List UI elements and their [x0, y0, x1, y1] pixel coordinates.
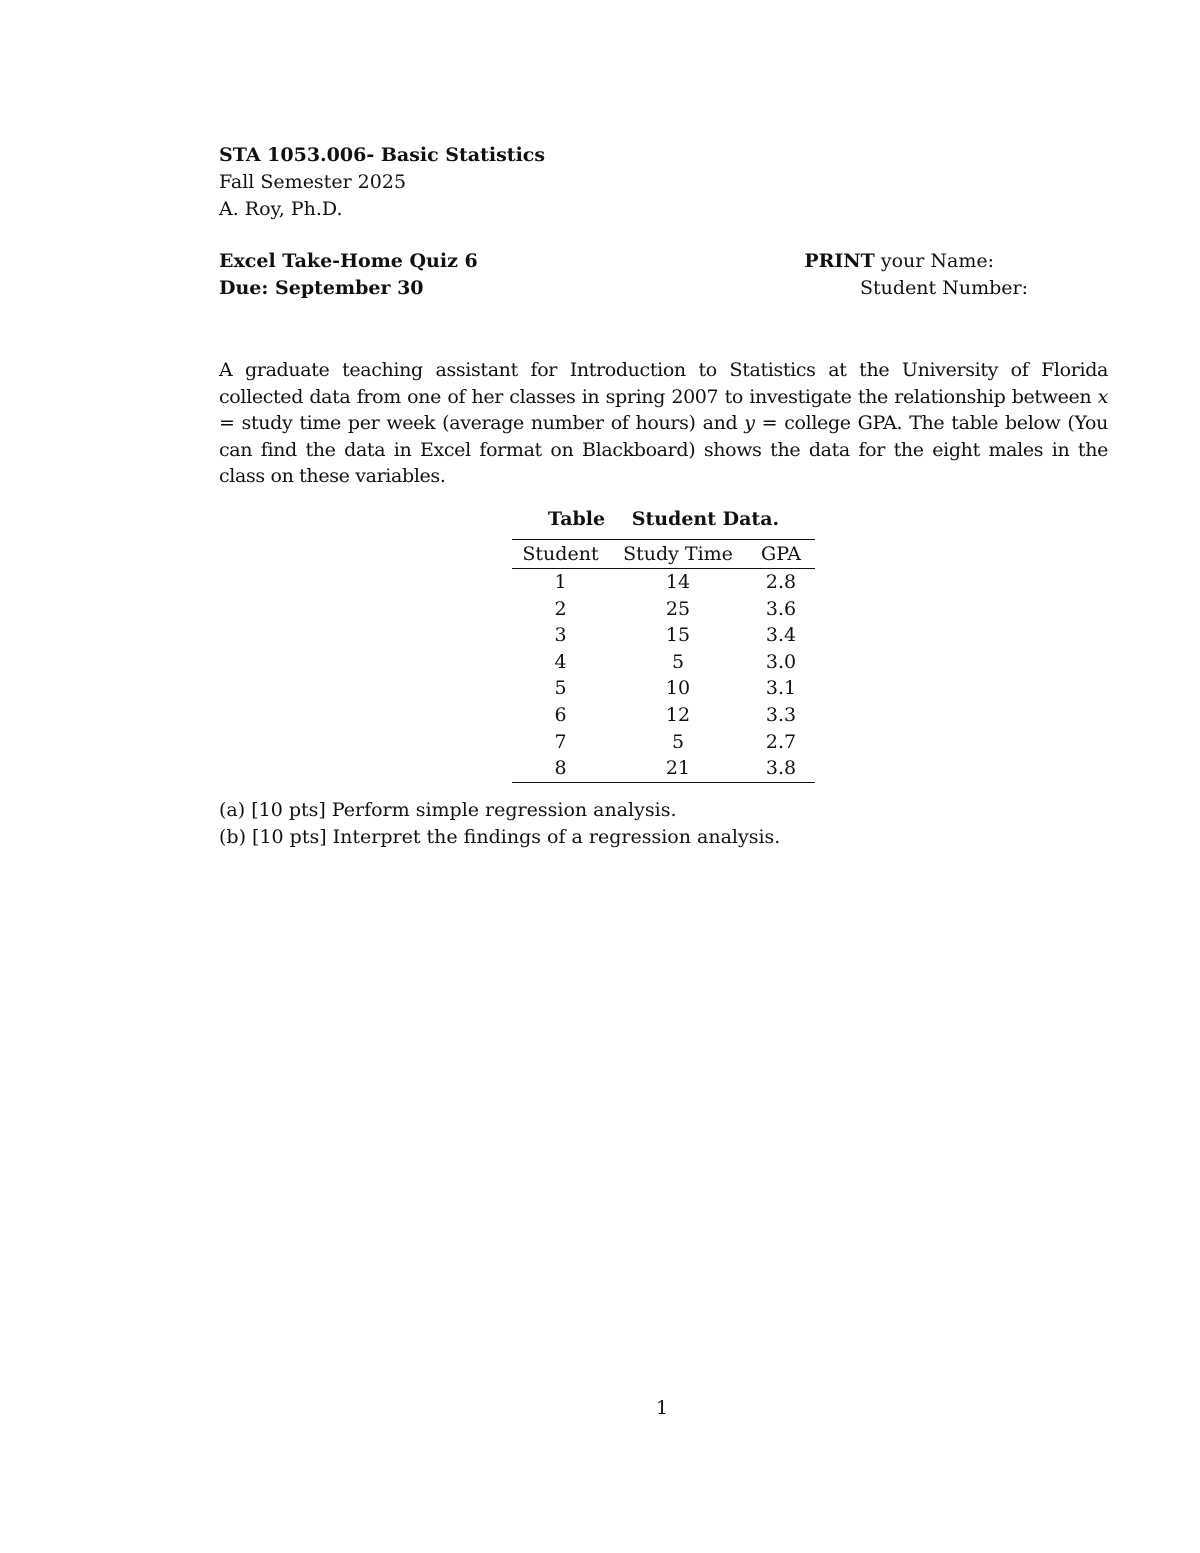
student-data-table [512, 539, 815, 783]
cell-student: 5 [554, 677, 567, 700]
print-name-field[interactable] [804, 248, 994, 275]
print-label-rest: your Name: [874, 250, 994, 272]
cell-gpa: 3.6 [765, 597, 797, 620]
cell-study-time: 5 [671, 730, 685, 753]
table-caption-title: Student Data. [631, 508, 780, 530]
table-row [512, 702, 815, 729]
cell-gpa: 3.0 [765, 650, 797, 673]
header-student: Student [512, 540, 609, 569]
header-gpa: GPA [747, 540, 815, 569]
intro-text-1: A graduate teaching assistant for Introduction to Statistics at the University of Florida collected data from one of her classes in spring 2007 to investigate the relationship between [219, 359, 1108, 408]
cell-study-time: 14 [665, 571, 691, 593]
table-header-row [512, 540, 815, 569]
cell-gpa: 3.3 [765, 703, 797, 726]
table-caption-label: Table [547, 508, 606, 530]
cell-student: 2 [554, 597, 567, 620]
cell-student: 8 [512, 755, 609, 782]
intro-text-2: = study time per week (average number of hours) and [219, 412, 745, 434]
variable-x: x [1097, 385, 1108, 408]
course-header [219, 142, 545, 223]
cell-student: 6 [554, 703, 567, 726]
header-study-time: Study Time [609, 540, 747, 569]
cell-study-time: 25 [665, 597, 691, 620]
question-a: (a) [10 pts] Perform simple regression analysis. [219, 799, 677, 821]
due-date: Due: September 30 [219, 277, 424, 299]
quiz-title: Excel Take-Home Quiz 6 [219, 250, 478, 272]
table-row [512, 622, 815, 649]
cell-gpa: 3.4 [765, 624, 797, 647]
table-row [512, 649, 815, 676]
cell-gpa: 2.7 [765, 730, 797, 753]
due-date-row [219, 275, 1028, 302]
cell-gpa: 3.8 [747, 755, 815, 782]
cell-student: 4 [554, 650, 567, 673]
semester: Fall Semester 2025 [219, 171, 407, 193]
quiz-title-row [219, 248, 1028, 275]
cell-gpa: 2.8 [765, 571, 797, 593]
cell-study-time: 10 [665, 677, 691, 700]
cell-study-time: 5 [671, 650, 685, 673]
table-row [512, 755, 815, 782]
cell-gpa: 3.1 [765, 677, 797, 700]
variable-y: y [744, 412, 755, 434]
problem-description [219, 357, 1108, 490]
cell-study-time: 15 [665, 624, 691, 647]
cell-student: 3 [554, 624, 567, 647]
student-number-field[interactable]: Student Number: [860, 277, 1028, 299]
print-label-bold: PRINT [804, 250, 875, 272]
cell-student: 7 [554, 730, 567, 753]
table-row [512, 729, 815, 756]
page-number: 1 [655, 1397, 669, 1419]
question-b: (b) [10 pts] Interpret the findings of a regression analysis. [219, 826, 781, 848]
cell-study-time: 21 [609, 755, 747, 782]
table-caption [512, 506, 815, 533]
table-row [512, 569, 815, 596]
cell-study-time: 12 [665, 703, 691, 726]
table-row [512, 596, 815, 623]
instructor: A. Roy, Ph.D. [219, 198, 343, 220]
course-title: STA 1053.006- Basic Statistics [219, 144, 546, 166]
question-list [219, 797, 780, 851]
cell-student: 1 [554, 571, 567, 593]
table-row [512, 675, 815, 702]
intro-text-3: = college GPA. The table below (You can find the data in Excel format on Blackboard) shows the data for the eight males in the class on these variables. [219, 412, 1108, 487]
